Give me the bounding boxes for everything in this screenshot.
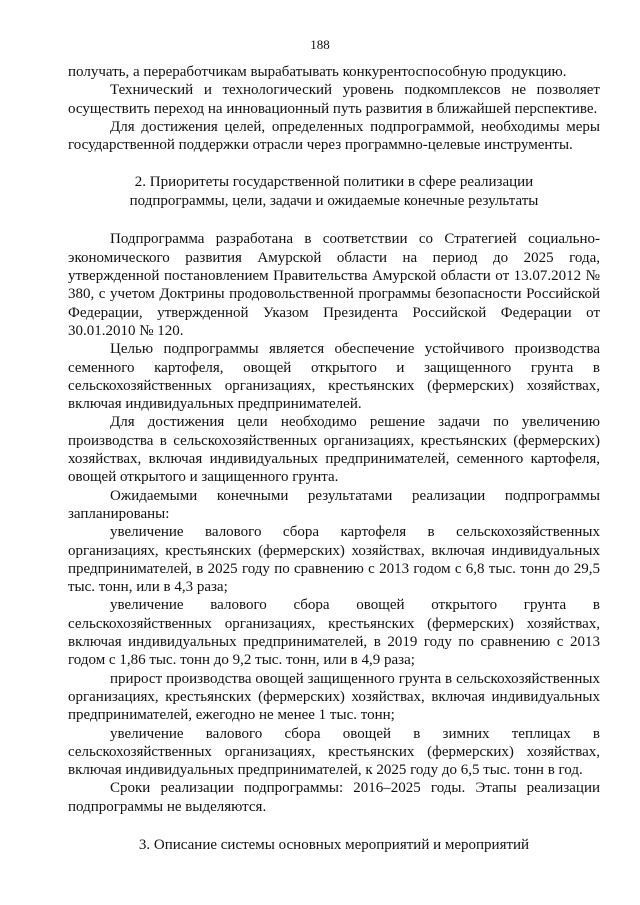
- paragraph: Для достижения цели необходимо решение задачи по увеличению производства в сельскохозяйственных организациях, крестьянских (фермерских) хозяйствах, включая индивидуальных предпринимателей, семенного картофеля, овощей открытого и защищенного грунта.: [68, 414, 600, 486]
- paragraph: Технический и технологический уровень подкомплексов не позволяет осуществить переход на инновационный путь развития в ближайшей перспективе.: [68, 82, 600, 117]
- section-heading-line: 2. Приоритеты государственной политики в сфере реализации: [134, 174, 534, 191]
- section-heading-line: подпрограммы, цели, задачи и ожидаемые конечные результаты: [129, 193, 539, 210]
- list-item: прирост производства овощей защищенного грунта в сельскохозяйственных организациях, крестьянских (фермерских) хозяйствах, включая индивидуальных предпринимателей, ежегодно не менее 1 тыс. тонн;: [68, 670, 600, 724]
- paragraph: Целью подпрограммы является обеспечение устойчивого производства семенного картофеля, овощей открытого и защищенного грунта в сельскохозяйственных организациях, крестьянских (фермерских) хозяйствах, включая индивидуальных предпринимателей.: [68, 341, 600, 413]
- page-content: [68, 63, 600, 855]
- list-item: увеличение валового сбора картофеля в сельскохозяйственных организациях, крестьянских (фермерских) хозяйствах, включая индивидуальных предпринимателей, в 2025 году по сравнению с 2013 годом с 6,8 тыс. тонн до 29,5 тыс. тонн, или в 4,3 раза;: [68, 524, 600, 596]
- section-heading: [68, 836, 600, 855]
- page-number: 188: [310, 37, 330, 52]
- list-item: увеличение валового сбора овощей открытого грунта в сельскохозяйственных организациях, крестьянских (фермерских) хозяйствах, включая индивидуальных предпринимателей, в 2019 году по сравнению с 2013 годом с 1,86 тыс. тонн до 9,2 тыс. тонн, или в 4,9 раза;: [68, 597, 600, 669]
- paragraph: Сроки реализации подпрограммы: 2016–2025 годы. Этапы реализации подпрограммы не выделяются.: [68, 780, 600, 815]
- paragraph: Для достижения целей, определенных подпрограммой, необходимы меры государственной поддержки отрасли через программно-целевые инструменты.: [68, 118, 600, 154]
- list-item: увеличение валового сбора овощей в зимних теплицах в сельскохозяйственных организациях, крестьянских (фермерских) хозяйствах, включая индивидуальных предпринимателей, к 2025 году до 6,5 тыс. тонн в год.: [68, 725, 600, 779]
- section-heading: [68, 173, 600, 211]
- paragraph: получать, а переработчикам вырабатывать конкурентоспособную продукцию.: [68, 64, 567, 80]
- paragraph: Подпрограмма разработана в соответствии со Стратегией социально-экономического развития Амурской области на период до 2025 года, утвержденной постановлением Правительства Амурской области от 13.07.2012 № 380, с учетом Доктрины продовольственной программы безопасности Российской Федерации, утвержденной Указом Президента Российской Федерации от 30.01.2010 № 120.: [68, 231, 600, 339]
- paragraph: Ожидаемыми конечными результатами реализации подпрограммы запланированы:: [68, 487, 600, 522]
- section-heading-line: 3. Описание системы основных мероприятий и мероприятий: [138, 836, 530, 853]
